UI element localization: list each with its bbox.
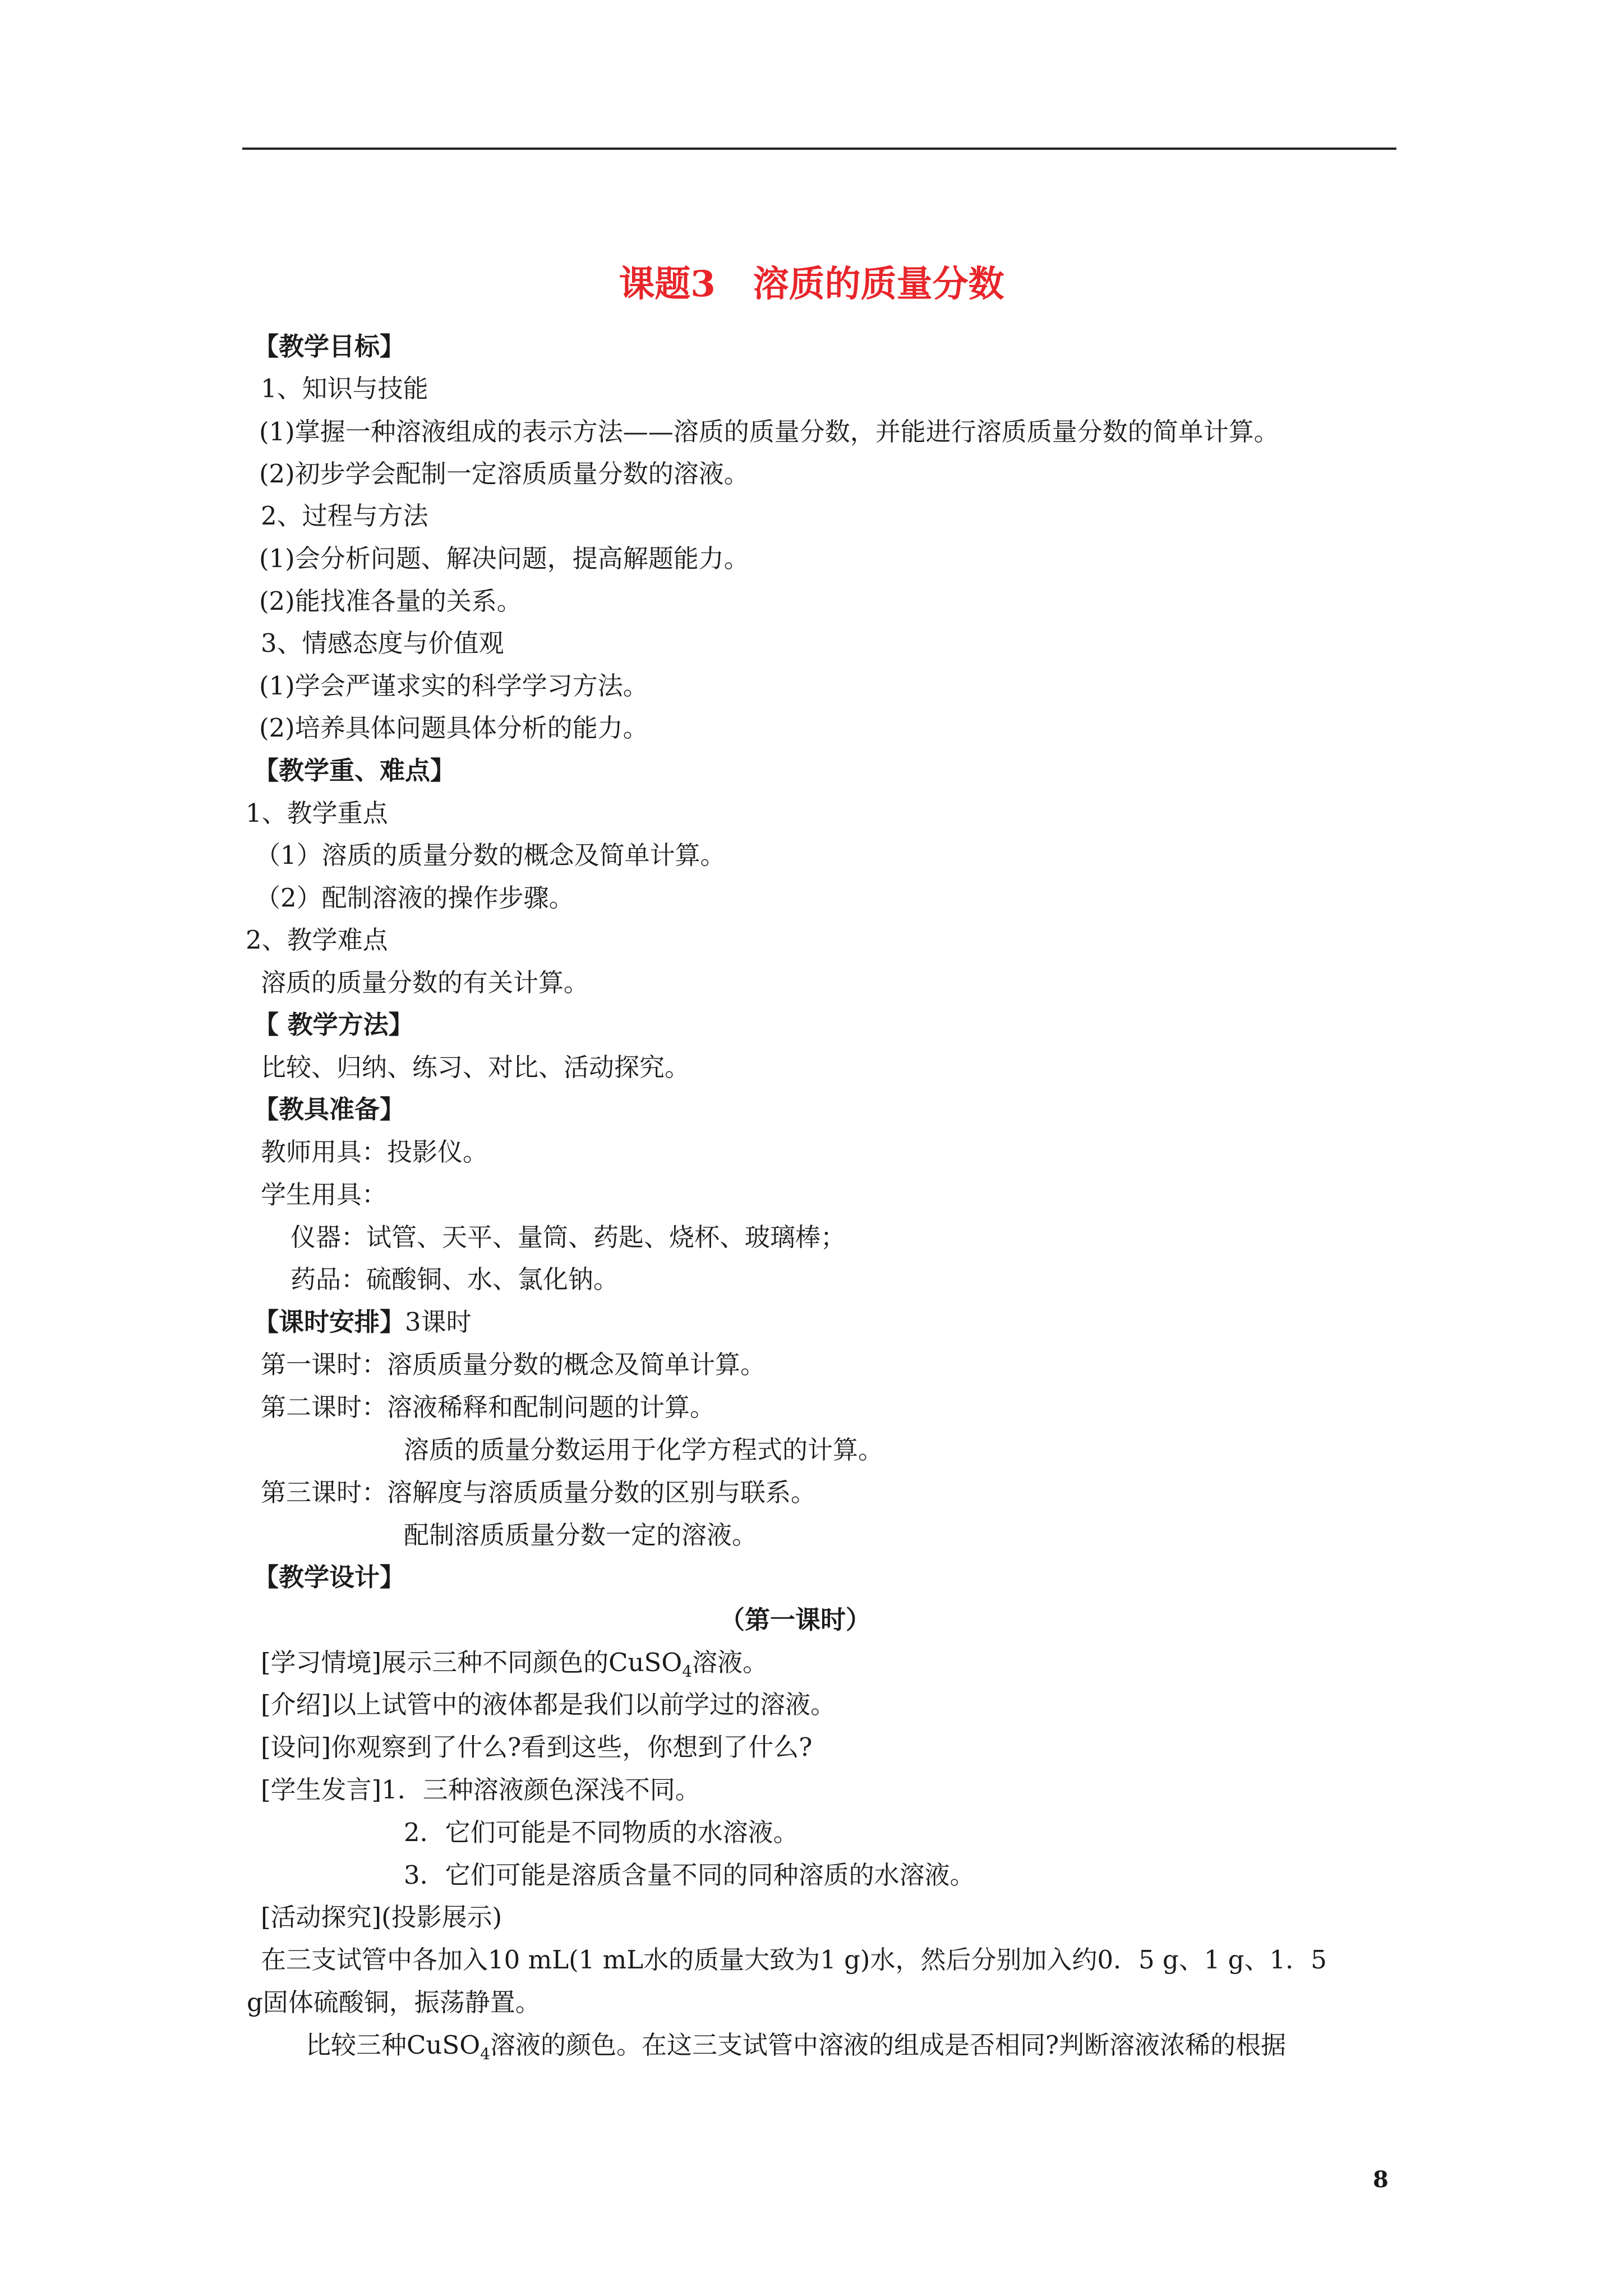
student-equipment-label: 学生用具： — [261, 1180, 388, 1209]
key-point-item: （1）溶质的质量分数的概念及简单计算。 — [255, 840, 726, 870]
design-line — [261, 1646, 768, 1680]
section-heading-teaching-goals: 【教学目标】 — [253, 332, 405, 361]
design-line: 在三支试管中各加入10 mL(1 mL水的质量大致为1 g)水，然后分别加入约0．5 g、1 g、1．5 — [261, 1945, 1327, 1975]
page-number: 8 — [1373, 2166, 1389, 2193]
difficulty-item: 溶质的质量分数的有关计算。 — [261, 968, 589, 997]
goal-item: (2)初步学会配制一定溶质质量分数的溶液。 — [259, 459, 749, 489]
section-heading-design: 【教学设计】 — [253, 1562, 405, 1592]
design-text: 溶液。 — [692, 1648, 768, 1677]
chemicals-list: 药品：硫酸铜、水、氯化钠。 — [291, 1264, 619, 1294]
design-text: 溶液的颜色。在这三支试管中溶液的组成是否相同?判断溶液浓稀的根据 — [490, 2030, 1287, 2060]
goal-item: (2)能找准各量的关系。 — [259, 586, 522, 616]
page-title: 课题3 溶质的质量分数 — [619, 263, 1004, 305]
schedule-lesson-2: 第二课时：溶液稀释和配制问题的计算。 — [261, 1392, 716, 1422]
design-text: [学习情境]展示三种不同颜色的CuSO — [261, 1648, 683, 1677]
design-line: [介绍]以上试管中的液体都是我们以前学过的溶液。 — [261, 1690, 836, 1719]
key-point-item: （2）配制溶液的操作步骤。 — [255, 883, 574, 913]
section-heading-schedule: 【课时安排】 — [253, 1307, 405, 1337]
section-heading-key-points: 【教学重、难点】 — [253, 756, 456, 785]
design-line: [设问]你观察到了什么?看到这些，你想到了什么? — [261, 1732, 813, 1762]
goal-knowledge-skills: 1、知识与技能 — [261, 374, 428, 403]
header-rule — [242, 148, 1396, 150]
goal-item: (1)会分析问题、解决问题，提高解题能力。 — [259, 544, 749, 573]
design-line: [活动探究](投影展示) — [261, 1902, 502, 1932]
schedule-lesson-1: 第一课时：溶质质量分数的概念及简单计算。 — [261, 1350, 766, 1379]
subscript: 4 — [682, 1662, 693, 1681]
design-line: g固体硫酸铜，振荡静置。 — [247, 1987, 541, 2017]
goal-item: (1)掌握一种溶液组成的表示方法——溶质的质量分数，并能进行溶质质量分数的简单计算。 — [259, 417, 1279, 447]
schedule-value: 3课时 — [405, 1307, 472, 1337]
design-line: 3．它们可能是溶质含量不同的同种溶质的水溶液。 — [404, 1860, 975, 1890]
schedule-line — [253, 1305, 472, 1339]
goal-item: (2)培养具体问题具体分析的能力。 — [259, 713, 648, 743]
key-point-label: 1、教学重点 — [246, 798, 388, 828]
design-line: 2．它们可能是不同物质的水溶液。 — [404, 1818, 799, 1847]
goal-item: (1)学会严谨求实的科学学习方法。 — [259, 671, 648, 701]
subscript: 4 — [480, 2045, 490, 2063]
teacher-equipment: 教师用具：投影仪。 — [261, 1137, 488, 1167]
methods-text: 比较、归纳、练习、对比、活动探究。 — [261, 1052, 690, 1082]
schedule-lesson-3-cont: 配制溶质质量分数一定的溶液。 — [404, 1520, 758, 1550]
lesson-title: （第一课时） — [720, 1605, 872, 1635]
goal-process-methods: 2、过程与方法 — [261, 501, 428, 531]
difficulty-label: 2、教学难点 — [246, 925, 388, 955]
design-text: 比较三种CuSO — [306, 2030, 481, 2060]
design-line: [学生发言]1．三种溶液颜色深浅不同。 — [261, 1775, 700, 1805]
section-heading-equipment: 【教具准备】 — [253, 1094, 405, 1124]
instruments-list: 仪器：试管、天平、量筒、药匙、烧杯、玻璃棒； — [291, 1222, 846, 1252]
goal-attitude-values: 3、情感态度与价值观 — [261, 628, 504, 658]
schedule-lesson-3: 第三课时：溶解度与溶质质量分数的区别与联系。 — [261, 1478, 817, 1507]
schedule-lesson-2-cont: 溶质的质量分数运用于化学方程式的计算。 — [404, 1435, 884, 1465]
section-heading-methods: 【 教学方法】 — [253, 1010, 414, 1039]
design-line — [306, 2028, 1286, 2062]
